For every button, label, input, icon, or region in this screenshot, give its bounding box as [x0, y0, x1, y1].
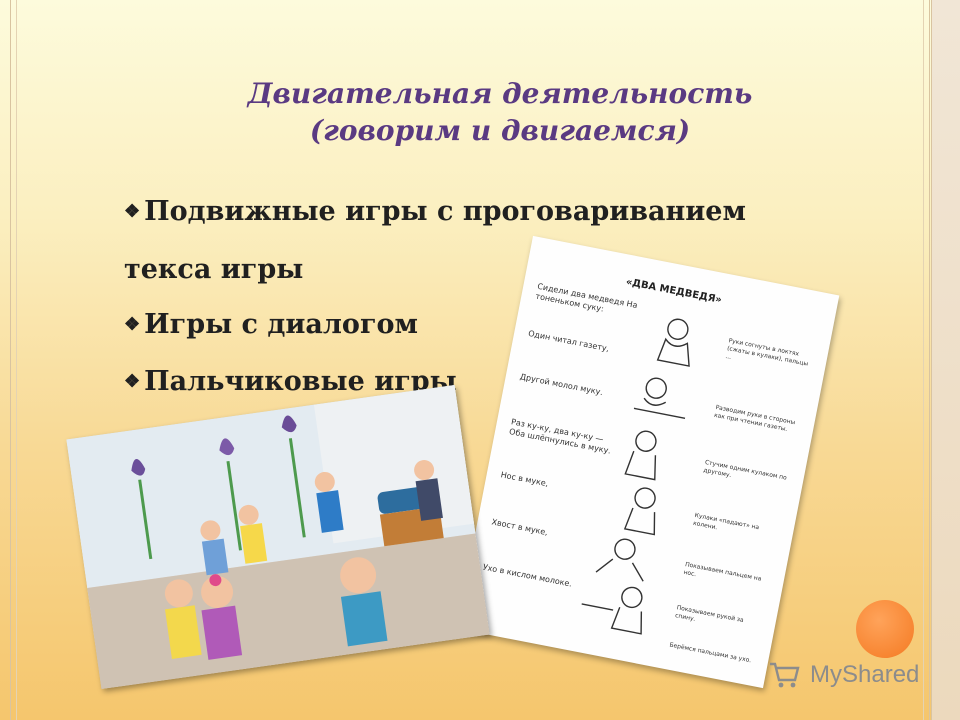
cart-icon	[768, 660, 802, 690]
worksheet-row-text: Нос в муке,	[500, 470, 550, 489]
worksheet-row-note: Стучим одним кулаком по другому.	[702, 458, 788, 482]
bullet-item-1-text: Подвижные игры с проговариванием	[144, 196, 746, 227]
worksheet-row-note: Показываем пальцем на нос.	[682, 561, 762, 583]
diamond-bullet-icon: ❖	[124, 371, 141, 392]
title-line-1: Двигательная деятельность	[247, 77, 753, 110]
bullet-item-1	[124, 196, 746, 227]
worksheet-row-text: Ухо в кислом молоке.	[482, 562, 573, 589]
worksheet-row-text: Один читал газету,	[527, 328, 610, 354]
logo-text: MyShared	[810, 661, 920, 688]
worksheet-row-text: Сидели два медведя На тоненьком суку:	[534, 281, 639, 314]
title-line-2: (говорим и двигаемся)	[309, 114, 691, 147]
myshared-logo	[768, 656, 928, 694]
bullet-item-3-text: Пальчиковые игры	[144, 366, 457, 397]
worksheet-row-text: Раз ку-ку, два ку-ку — Оба шлёпнулись в муку.	[508, 417, 612, 456]
worksheet-row-note: Руки согнуты в локтях (сжаты в кулаки), пальцы ...	[724, 337, 809, 368]
worksheet-row-note: Показываем рукой за спину.	[674, 604, 745, 625]
right-edge-strip	[931, 0, 960, 720]
bullet-item-2	[124, 309, 418, 340]
worksheet-row-note: Берёмся пальцами за ухо.	[668, 641, 752, 665]
slide-title	[190, 75, 810, 149]
diamond-bullet-icon: ❖	[124, 201, 141, 222]
worksheet-row-text: Другой молол муку.	[519, 372, 604, 398]
worksheet-row-note: Разводим руки в стороны как при чтении газеты.	[713, 403, 796, 433]
bullet-item-2-text: Игры с диалогом	[144, 309, 418, 340]
worksheet-row-note: Кулаки «падают» на колени.	[692, 511, 760, 532]
diamond-bullet-icon: ❖	[124, 314, 141, 335]
worksheet-row-text: Хвост в муке,	[490, 517, 549, 538]
decorative-orange-circle	[856, 600, 914, 658]
worksheet-title: «ДВА МЕДВЕДЯ»	[624, 276, 723, 306]
bullet-item-1-continuation: текса игры	[124, 254, 304, 285]
